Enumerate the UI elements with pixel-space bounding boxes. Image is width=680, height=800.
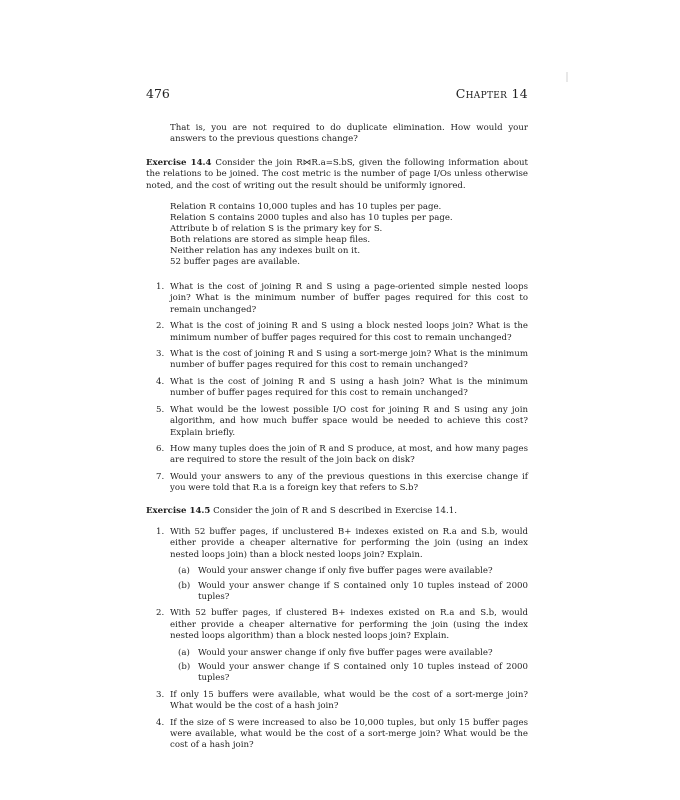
exercise-14-4-questions [146, 282, 528, 495]
sub-question-number: (b) [178, 662, 191, 672]
sub-question-text: Would your answer change if only five buffer pages were available? [198, 647, 493, 658]
question-number: 3. [156, 349, 165, 360]
chapter-heading: Chapter 14 [455, 86, 528, 101]
question-number: 4. [156, 376, 165, 387]
question-number: 2. [156, 321, 165, 332]
sub-question-item [170, 581, 528, 604]
question-number: 1. [156, 526, 165, 537]
given-item: Neither relation has any indexes built on it. [170, 246, 361, 257]
question-text: With 52 buffer pages, if unclustered B+ indexes existed on R.a and S.b, would either provide a cheaper alternative for performing the join (using an index nested loops join) than a block nested loops join? Explain. [170, 526, 528, 560]
sub-question-text: Would your answer change if S contained only 10 tuples instead of 2000 tuples? [198, 580, 528, 602]
page-number: 476 [146, 86, 170, 101]
scan-mark [566, 72, 568, 82]
given-item: 52 buffer pages are available. [170, 257, 300, 268]
exercise-14-5-text: Consider the join of R and S described in Exercise 14.1. [213, 505, 457, 516]
question-item [146, 472, 528, 495]
question-number: 7. [156, 471, 165, 482]
question-text: If only 15 buffers were available, what would be the cost of a sort-merge join? What would be the cost of a hash join? [170, 689, 528, 712]
sub-question-text: Would your answer change if S contained only 10 tuples instead of 2000 tuples? [198, 662, 528, 684]
sub-question-list [170, 566, 528, 603]
question-text: What would be the lowest possible I/O cost for joining R and S using any join algorithm, and how much buffer space would be needed to achieve this cost? Explain briefly. [170, 404, 528, 438]
sub-question-item [170, 566, 528, 577]
question-number: 2. [156, 608, 165, 619]
question-number: 3. [156, 689, 165, 700]
intro-paragraph: That is, you are not required to do duplicate elimination. How would your answers to the previous questions change? [170, 123, 528, 145]
given-item: Relation R contains 10,000 tuples and has 10 tuples per page. [170, 202, 442, 213]
question-item [146, 349, 528, 372]
question-item [146, 377, 528, 400]
question-text: How many tuples does the join of R and S produce, at most, and how many pages are required to store the result of the join back on disk? [170, 443, 528, 466]
sub-question-number: (a) [178, 647, 190, 658]
given-item: Relation S contains 2000 tuples and also has 10 tuples per page. [170, 213, 453, 224]
question-number: 6. [156, 443, 165, 454]
question-text: If the size of S were increased to also be 10,000 tuples, but only 15 buffer pages were available, what would be the cost of a sort-merge join? What would be the cost of a hash join? [170, 717, 528, 751]
sub-question-list [170, 648, 528, 685]
exercise-14-4-intro [146, 158, 528, 192]
given-item: Both relations are stored as simple heap files. [170, 235, 371, 246]
exercise-14-5-label: Exercise 14.5 [146, 505, 211, 516]
sub-question-item [170, 662, 528, 685]
page-header [146, 86, 528, 106]
question-item [146, 321, 528, 344]
question-number: 4. [156, 717, 165, 728]
given-item: Attribute b of relation S is the primary key for S. [170, 224, 383, 235]
question-number: 1. [156, 282, 165, 293]
question-item [146, 527, 528, 603]
question-item [146, 690, 528, 713]
sub-question-number: (b) [178, 580, 191, 591]
exercise-14-5-questions [146, 527, 528, 752]
exercise-14-4-text: Consider the join R⋈R.a=S.bS, given the following information about the relations to be joined. The cost metric is the number of page I/Os unless otherwise noted, and the cost of writing out the result should be uniformly ignored. [146, 157, 528, 191]
question-item [146, 718, 528, 752]
sub-question-number: (a) [178, 566, 190, 577]
sub-question-item [170, 648, 528, 659]
exercise-14-5-intro [146, 506, 528, 517]
question-text: What is the cost of joining R and S using a hash join? What is the minimum number of buffer pages required for this cost to remain unchanged? [170, 376, 528, 399]
sub-question-text: Would your answer change if only five buffer pages were available? [198, 566, 493, 577]
question-text: Would your answers to any of the previous questions in this exercise change if you were told that R.a is a foreign key that refers to S.b? [170, 471, 528, 494]
question-item [146, 282, 528, 316]
exercise-14-4-label: Exercise 14.4 [146, 157, 212, 168]
question-item [146, 405, 528, 439]
question-text: What is the cost of joining R and S using a page-oriented simple nested loops join? What is the minimum number of buffer pages required for this cost to remain unchanged? [170, 282, 528, 315]
question-text: With 52 buffer pages, if clustered B+ indexes existed on R.a and S.b, would either provide a cheaper alternative for performing the join (using the index nested loops algorithm) than a block nested loops join? Explain. [170, 608, 528, 642]
question-text: What is the cost of joining R and S using a block nested loops join? What is the minimum number of buffer pages required for this cost to remain unchanged? [170, 321, 528, 343]
question-number: 5. [156, 404, 165, 415]
question-item [146, 444, 528, 467]
question-item [146, 608, 528, 684]
question-text: What is the cost of joining R and S using a sort-merge join? What is the minimum number of buffer pages required for this cost to remain unchanged? [170, 349, 528, 371]
exercise-14-4-given-list [170, 202, 528, 268]
page-content [146, 123, 528, 757]
